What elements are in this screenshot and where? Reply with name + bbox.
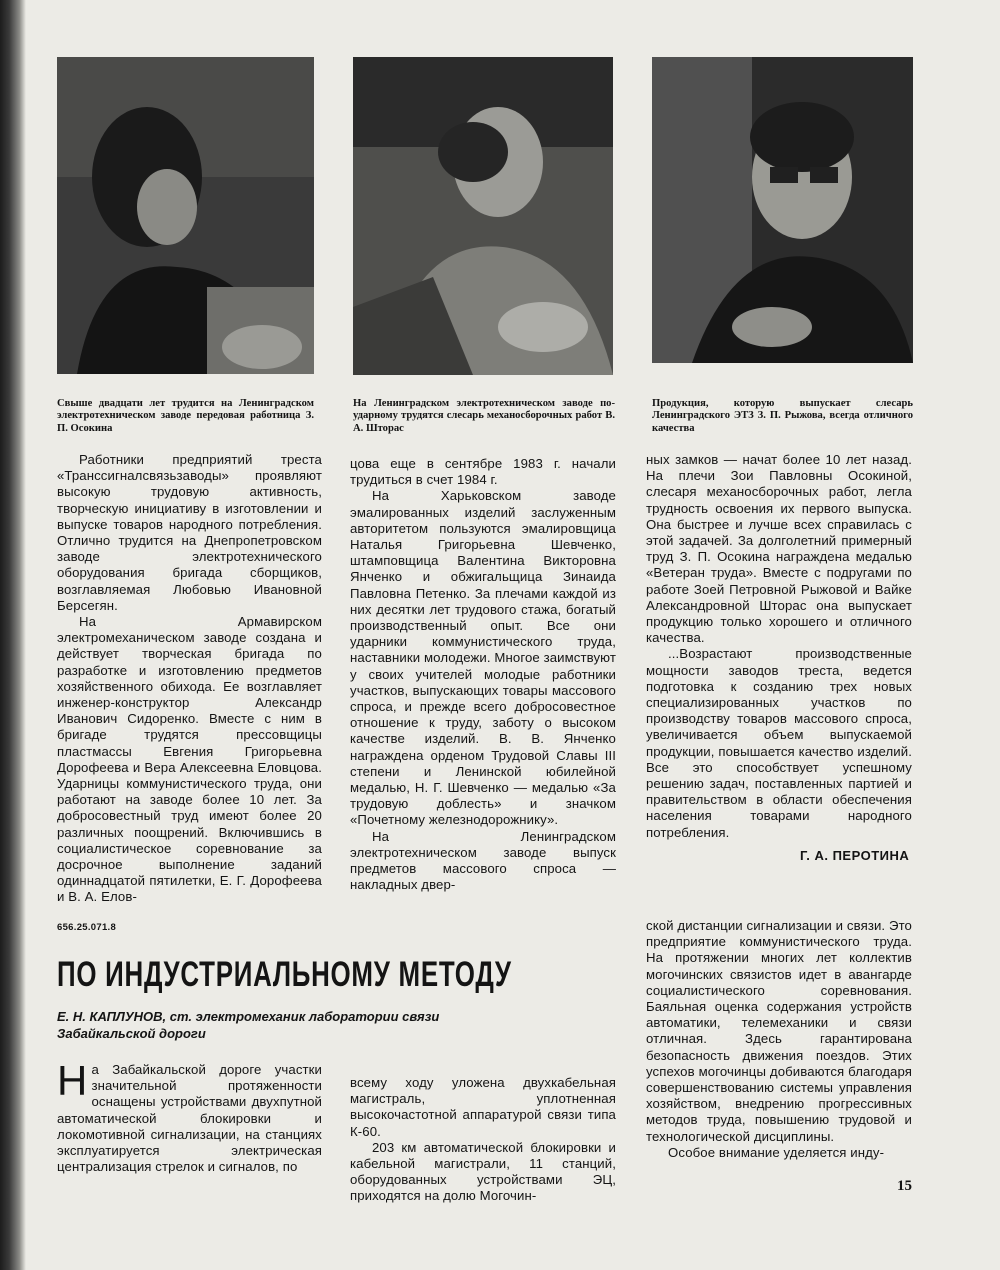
article1-paragraph: цова еще в сентябре 1983 г. начали трудиться в счет 1984 г.	[350, 456, 616, 488]
article2-column-3	[646, 918, 912, 1161]
article1-signature: Г. А. ПЕРОТИНА	[800, 848, 910, 863]
article2-paragraph: всему ходу уложена двухкабельная магистраль, уплотненная высокочастотной аппаратурой связи типа К-60.	[350, 1075, 616, 1139]
photo-caption-1: Свыше двадцати лет трудится на Ленинградском электротехническом заводе передовая работница З. П. Осокина	[57, 398, 314, 434]
photo-worker-shtoras-icon	[353, 57, 613, 375]
udc-code: 656.25.071.8	[57, 922, 117, 933]
article2-title: ПО ИНДУСТРИАЛЬНОМУ МЕТОДУ	[57, 955, 512, 994]
article2-paragraph: 203 км автоматической блокировки и кабельной магистрали, 11 станций, оборудованных устройствами ЭЦ, приходятся на долю Могочин-	[350, 1139, 616, 1204]
article2-paragraph	[57, 1057, 322, 1175]
page-number: 15	[897, 1178, 912, 1194]
binding-shadow	[0, 0, 26, 1270]
article2-paragraph: ской дистанции сигнализации и связи. Это предприятие коммунистического труда. На протяжении многих лет коллектив могочинских связистов идет в авангарде социалистического соревнования. Баяльная оценка содержания устройств автоматики, телемеханики и связи отличная. Здесь гарантирована безопасность движения поездов. Этих успехов могочинцы добиваются благодаря совершенствованию системы управления хозяйством, внедрению прогрессивных методов труда, повышению трудовой и технологической дисциплины.	[646, 918, 912, 1144]
article2-column-2	[350, 1075, 616, 1205]
article2-text: а Забайкальской дороге участки значительной протяженности оснащены устройствами двухпутной автоматической блокировки и локомотивной сигнализации, на станциях эксплуатируется электрическая централизация стрелок и сигналов, по	[57, 1062, 322, 1175]
article2-byline: Е. Н. КАПЛУНОВ, ст. электромеханик лаборатории связи Забайкальской дороги	[57, 1009, 440, 1041]
photo-2	[353, 57, 613, 375]
article1-paragraph: ...Возрастают производственные мощности заводов треста, ведется подготовка к созданию трех новых специализированных участков по производству товаров массового спроса, увеличивается объем выпускаемой продукции, повышается качество изделий. Все это способствует успешному решению задач, поставленных партией и правительством в области обеспечения населения товарами народного потребления.	[646, 646, 912, 840]
photo-caption-2: На Ленинградском электротехническом заводе по-ударному трудятся слесарь механосборочных работ В. А. Шторас	[353, 398, 615, 434]
article1-paragraph: ных замков — начат более 10 лет назад. На плечи Зои Павловны Осокиной, слесаря механосборочных работ, легла трудность освоения их первого выпуска. Она быстрее и лучше всех справилась с этой задачей. За долголетний примерный труд З. П. Осокина награждена медалью «Ветеран труда». Вместе с подругами по работе Зоей Петровной Рыжовой и Вайке Александровной Шторас она выпускает продукцию только хорошего и отличного качества.	[646, 452, 912, 646]
article1-column-1	[57, 452, 322, 906]
article1-paragraph: На Армавирском электромеханическом заводе создана и действует творческая бригада по разработке и изготовлению предметов хозяйственного обихода. Ее возглавляет инженер-конструктор Александр Иванович Сидоренко. Вместе с ним в бригаде трудятся прессовщицы пластмассы Евгения Григорьевна Дорофеева и Вера Алексеевна Еловцова. Ударницы коммунистического труда, они работают на заводе более 10 лет. За добросовестный труд имеют более 20 различных поощрений. Включившись в социалистическое соревнование за досрочное выполнение заданий одиннадцатой пятилетки, Е. Г. Дорофеева и В. А. Елов-	[57, 614, 322, 905]
article1-paragraph: На Ленинградском электротехническом заводе выпуск предметов массового спроса — накладных двер-	[350, 828, 616, 893]
photo-1	[57, 57, 314, 374]
article1-paragraph: На Харьковском заводе эмалированных изделий заслуженным авторитетом пользуются эмалировщица Наталья Григорьевна Шевченко, штамповщица Валентина Викторовна Янченко и обжигальщица Зинаида Павловна Петенко. За плечами каждой из них десятки лет трудового стажа, богатый производственный опыт. Все они ударники коммунистического труда, наставники молодежи. Многое заимствуют у своих учителей молодые работники участков, выпускающих товары массового спроса, и прежде всего добросовестное отношение к труду, заботу о высоком качестве изделий. В. В. Янченко награждена орденом Трудовой Славы III степени и Ленинской юбилейной медалью, Н. Г. Шевченко — медалью «За трудовую доблесть» и значком «Почетному железнодорожнику».	[350, 488, 616, 828]
article1-column-2	[350, 456, 616, 893]
photo-worker-soskina-icon	[57, 57, 314, 374]
photo-worker-ryzhova-icon	[652, 57, 913, 363]
drop-cap: Н	[57, 1057, 88, 1104]
article1-paragraph: Работники предприятий треста «Транссигналсвязьзаводы» проявляют высокую трудовую активность, творческую инициативу в изготовлении и выпуске товаров народного потребления. Отлично трудится на Днепропетровском заводе электротехнического оборудования бригада сборщиков, возглавляемая Любовью Ивановной Берсегян.	[57, 452, 322, 613]
article2-column-1	[57, 1057, 322, 1175]
photo-3	[652, 57, 913, 363]
article1-column-3	[646, 452, 912, 841]
photo-caption-3: Продукция, которую выпускает слесарь Ленинградского ЭТЗ З. П. Рыжова, всегда отличного качества	[652, 398, 913, 434]
article2-paragraph: Особое внимание уделяется инду-	[668, 1144, 885, 1160]
